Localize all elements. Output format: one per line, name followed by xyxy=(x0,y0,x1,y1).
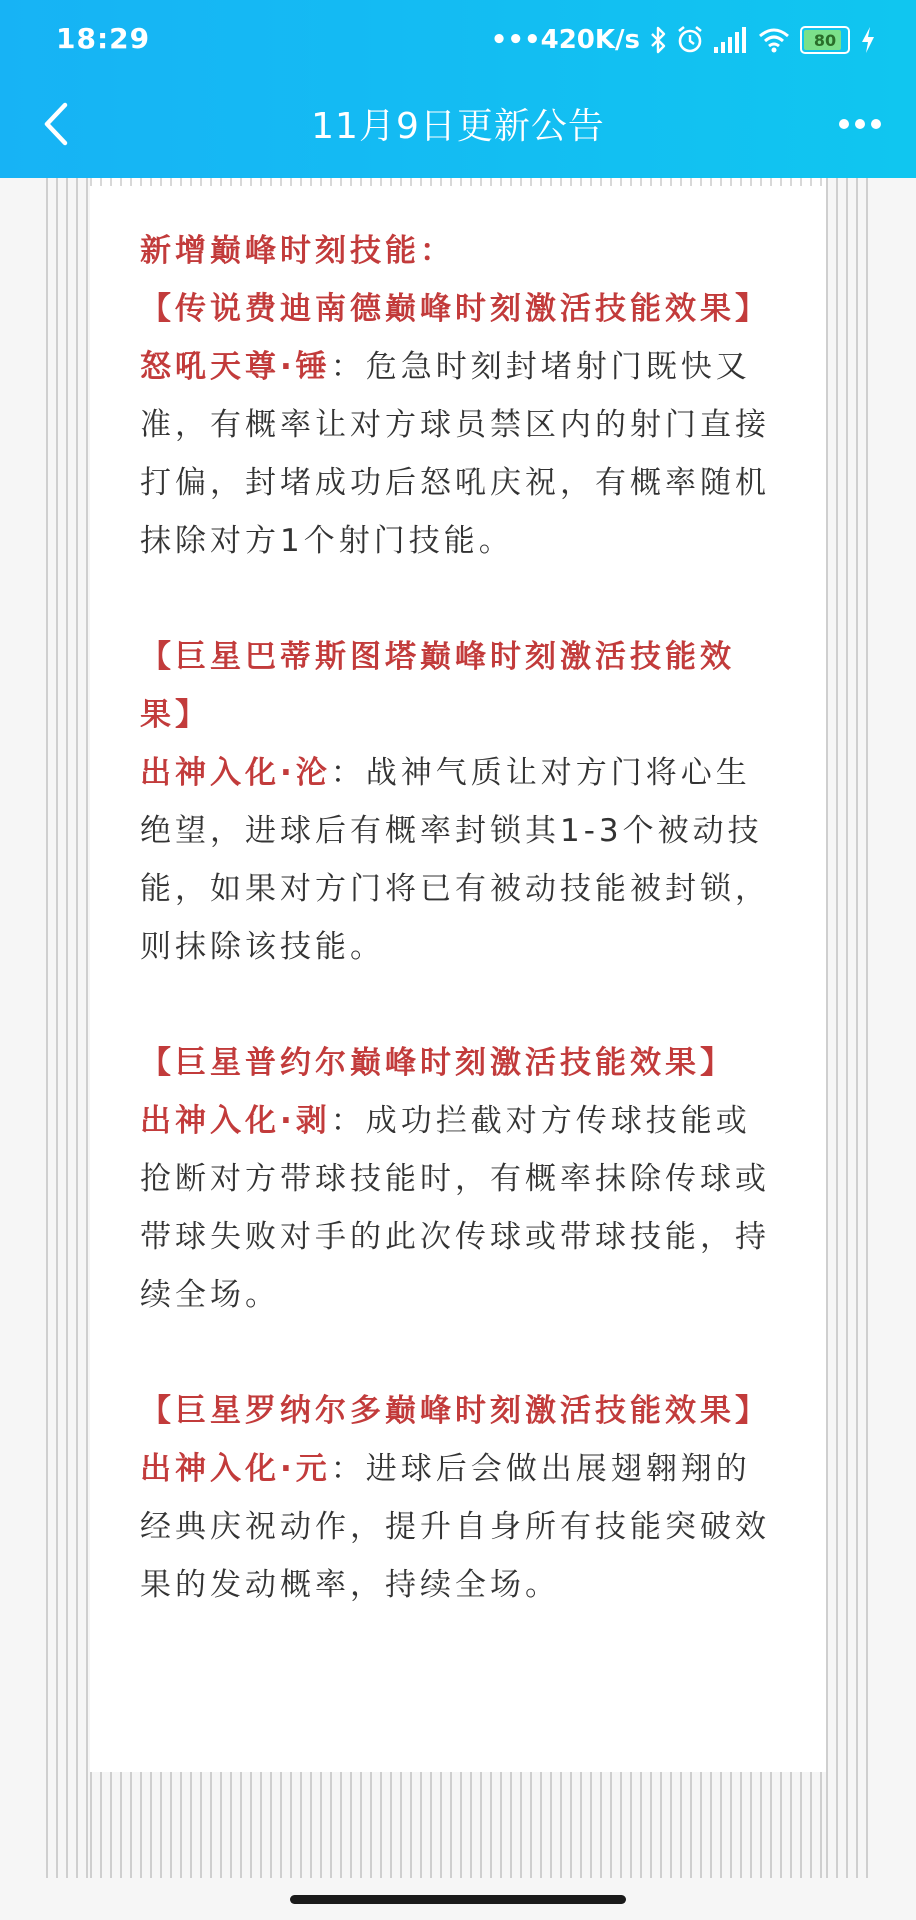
decorative-border-right xyxy=(826,178,870,1878)
skill-name: 出神入化·沦 xyxy=(140,755,331,791)
section-body xyxy=(140,1092,776,1324)
skill-name: 怒吼天尊·锤 xyxy=(140,349,331,385)
announcement-card xyxy=(90,178,826,1772)
decorative-border-top xyxy=(90,178,826,186)
section-title: 【巨星罗纳尔多巅峰时刻激活技能效果】 xyxy=(140,1393,770,1429)
alarm-icon xyxy=(676,22,704,58)
section-title: 【巨星普约尔巅峰时刻激活技能效果】 xyxy=(140,1045,735,1081)
app-header xyxy=(0,0,916,178)
nav-bar xyxy=(0,80,916,178)
section-title: 【传说费迪南德巅峰时刻激活技能效果】 xyxy=(140,291,770,327)
announcement-article xyxy=(140,222,776,1614)
status-bar xyxy=(0,0,916,80)
skill-description: ：成功拦截对方传球技能或抢断对方带球技能时，有概率抹除传球或带球失败对手的此次传球或带球技能，持续全场。 xyxy=(140,1103,770,1313)
skill-name: 出神入化·剥 xyxy=(140,1103,331,1139)
decorative-border-left xyxy=(46,178,90,1878)
skill-name: 出神入化·元 xyxy=(140,1451,331,1487)
section-title: 【巨星巴蒂斯图塔巅峰时刻激活技能效果】 xyxy=(140,639,735,733)
more-dots-icon xyxy=(838,118,882,130)
decorative-border-bottom xyxy=(90,1772,826,1878)
content-area[interactable] xyxy=(0,178,916,1920)
home-indicator[interactable] xyxy=(290,1895,626,1904)
more-button[interactable] xyxy=(830,94,890,154)
battery-icon xyxy=(800,26,850,54)
skill-description: ：进球后会做出展翅翱翔的经典庆祝动作，提升自身所有技能突破效果的发动概率，持续全场。 xyxy=(140,1451,770,1603)
section-body xyxy=(140,744,776,976)
wifi-icon xyxy=(758,22,790,58)
section-body xyxy=(140,338,776,570)
charging-icon xyxy=(860,22,876,58)
battery-level: 80 xyxy=(813,30,837,50)
network-speed: •••420K/s xyxy=(490,25,640,55)
status-time: 18:29 xyxy=(56,22,151,55)
section-body xyxy=(140,1440,776,1614)
page-title: 11月9日更新公告 xyxy=(311,106,605,147)
bluetooth-icon xyxy=(650,22,666,58)
article-heading: 新增巅峰时刻技能： xyxy=(140,233,455,269)
skill-description: ：战神气质让对方门将心生绝望，进球后有概率封锁其1-3个被动技能，如果对方门将已有被动技能被封锁，则抹除该技能。 xyxy=(140,755,770,965)
status-icons xyxy=(491,20,876,60)
skill-description: ：危急时刻封堵射门既快又准，有概率让对方球员禁区内的射门直接打偏，封堵成功后怒吼庆祝，有概率随机抹除对方1个射门技能。 xyxy=(140,349,770,559)
signal-icon xyxy=(714,22,748,58)
